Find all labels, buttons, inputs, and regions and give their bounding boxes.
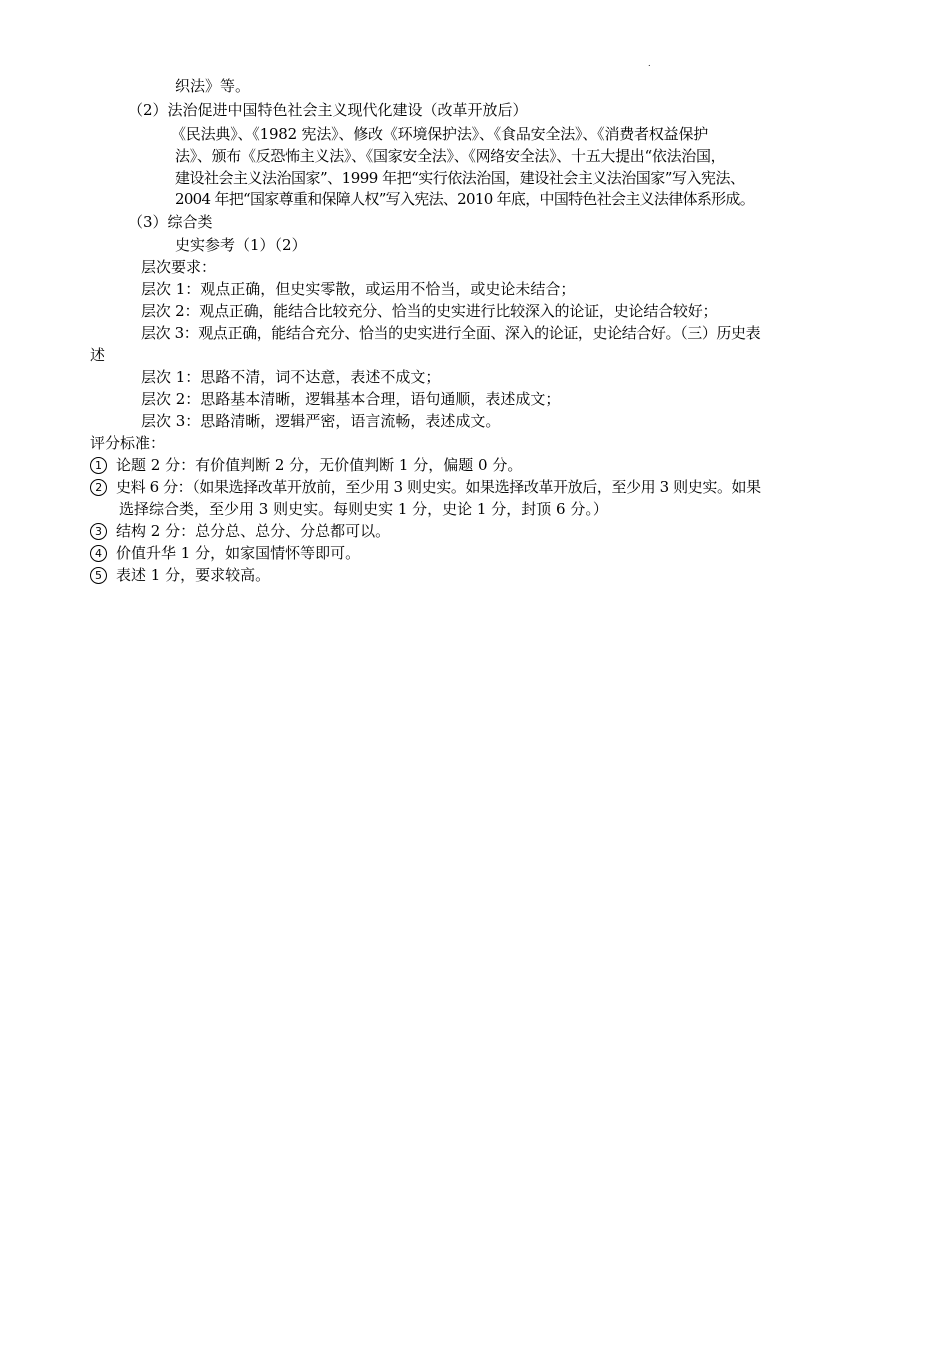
circled-number-5: 5 <box>90 567 107 584</box>
criteria-text: 结构 2 分：总分总、总分、分总都可以。 <box>116 522 391 540</box>
criteria-text: 价值升华 1 分，如家国情怀等即可。 <box>116 544 361 562</box>
text-line: 层次 2：观点正确，能结合比较充分、恰当的史实进行比较深入的论证，史论结合较好； <box>141 302 718 320</box>
text-line: 层次 3：观点正确，能结合充分、恰当的史实进行全面、深入的论证，史论结合好。（三）历史表 <box>141 324 761 342</box>
text-line: 织法》等。 <box>175 77 251 95</box>
criteria-text: 论题 2 分：有价值判断 2 分，无价值判断 1 分，偏题 0 分。 <box>116 456 523 474</box>
section-heading: （2）法治促进中国特色社会主义现代化建设（改革开放后） <box>128 101 528 119</box>
criteria-text: 史料 6 分：（如果选择改革开放前，至少用 3 则史实。如果选择改革开放后，至少用 3 则史实。如果 <box>116 478 761 496</box>
criteria-item <box>90 543 360 564</box>
criteria-heading: 评分标准： <box>90 434 166 452</box>
text-line: 《民法典》、《1982 宪法》、修改《环境保护法》、《食品安全法》、《消费者权益保护 <box>171 125 709 143</box>
page-marker: . <box>648 59 651 68</box>
criteria-item <box>90 565 270 586</box>
text-line: 层次 2：思路基本清晰，逻辑基本合理，语句通顺，表述成文； <box>141 390 561 408</box>
circled-number-1: 1 <box>90 457 107 474</box>
criteria-item <box>90 477 761 498</box>
text-line: 建设社会主义法治国家”、1999 年把“实行依法治国，建设社会主义法治国家”写入宪法、 <box>175 169 745 187</box>
text-line: 述 <box>90 346 106 364</box>
text-line: 2004 年把“国家尊重和保障人权”写入宪法、2010 年底，中国特色社会主义法律体系形成。 <box>175 190 755 208</box>
text-line: 史实参考（1）（2） <box>175 236 307 254</box>
criteria-continuation: 选择综合类，至少用 3 则史实。每则史实 1 分，史论 1 分，封顶 6 分。） <box>119 500 608 518</box>
circled-number-4: 4 <box>90 545 107 562</box>
criteria-text: 表述 1 分，要求较高。 <box>116 566 271 584</box>
text-line: 层次 3：思路清晰，逻辑严密，语言流畅，表述成文。 <box>141 412 501 430</box>
circled-number-2: 2 <box>90 479 107 496</box>
text-line: 层次要求： <box>141 258 217 276</box>
circled-number-3: 3 <box>90 523 107 540</box>
text-line: 层次 1：观点正确，但史实零散，或运用不恰当，或史论未结合； <box>141 280 576 298</box>
criteria-item <box>90 455 522 476</box>
section-heading: （3）综合类 <box>128 213 213 231</box>
text-line: 层次 1：思路不清，词不达意，表述不成文； <box>141 368 441 386</box>
criteria-item <box>90 521 390 542</box>
text-line: 法》、颁布《反恐怖主义法》、《国家安全法》、《网络安全法》、十五大提出“依法治国， <box>175 147 726 165</box>
